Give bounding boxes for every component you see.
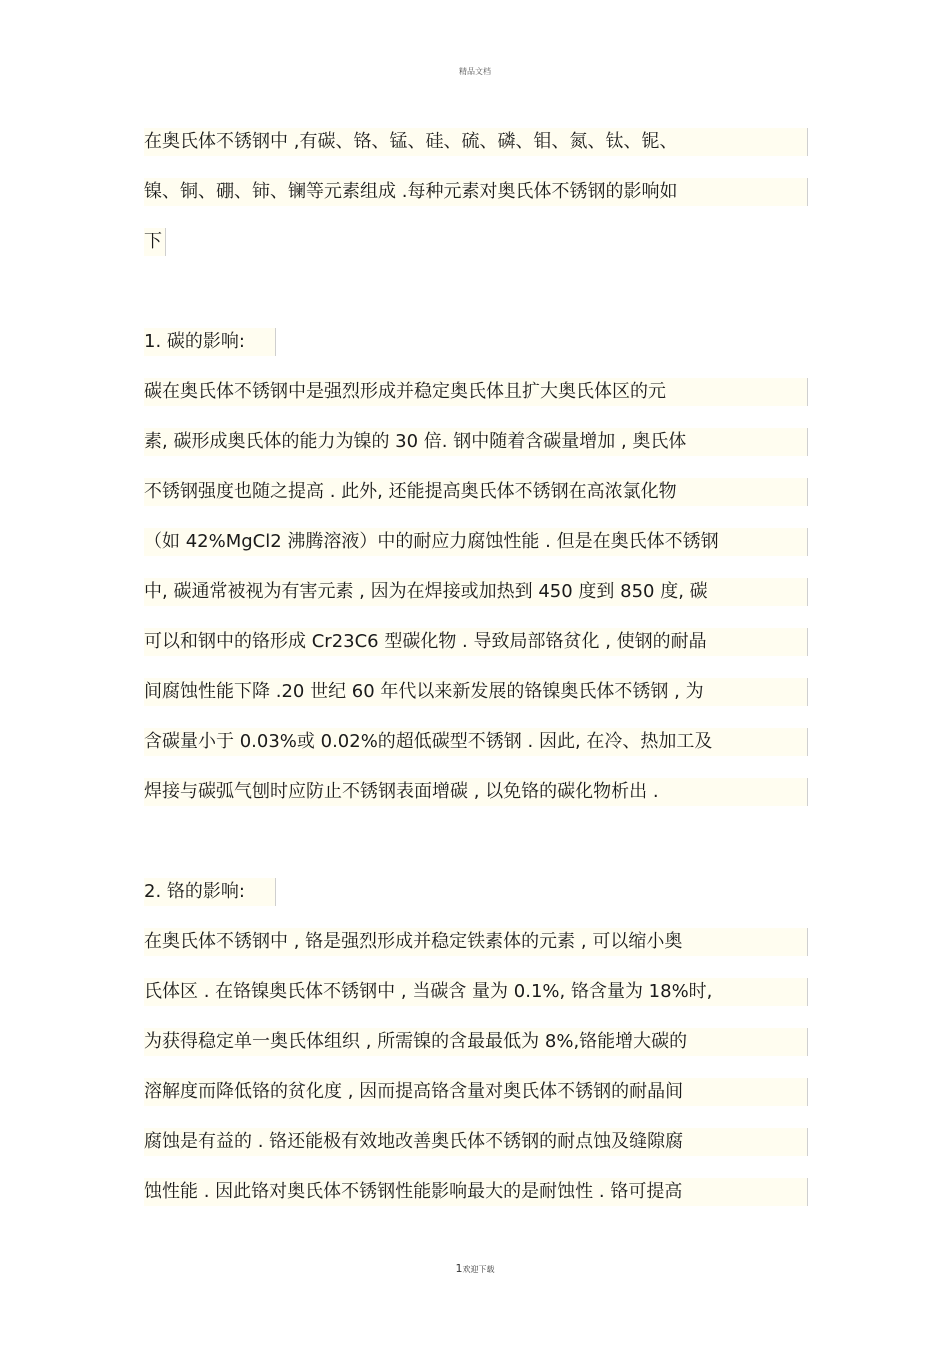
paragraph-line: 溶解度而降低铬的贫化度 , 因而提高铬含量对奥氏体不锈钢的耐晶间	[144, 1078, 808, 1106]
document-body	[144, 128, 808, 1228]
paragraph-line: 镍、铜、硼、铈、镧等元素组成 .每种元素对奥氏体不锈钢的影响如	[144, 178, 808, 206]
page-footer	[0, 1262, 950, 1275]
paragraph-line: 碳在奥氏体不锈钢中是强烈形成并稳定奥氏体且扩大奥氏体区的元	[144, 378, 808, 406]
paragraph-line: 可以和钢中的铬形成 Cr23C6 型碳化物 . 导致局部铬贫化 , 使钢的耐晶	[144, 628, 808, 656]
page-header: 精品文档	[459, 67, 491, 76]
paragraph-line: （如 42%MgCl2 沸腾溶液）中的耐应力腐蚀性能 . 但是在奥氏体不锈钢	[144, 528, 808, 556]
paragraph-line: 间腐蚀性能下降 .20 世纪 60 年代以来新发展的铬镍奥氏体不锈钢 , 为	[144, 678, 808, 706]
paragraph-line: 在奥氏体不锈钢中 ,有碳、铬、锰、硅、硫、磷、钼、氮、钛、铌、	[144, 128, 808, 156]
paragraph-line: 蚀性能 . 因此铬对奥氏体不锈钢性能影响最大的是耐蚀性 . 铬可提高	[144, 1178, 808, 1206]
footer-text: 欢迎下载	[462, 1265, 495, 1274]
paragraph-line: 素, 碳形成奥氏体的能力为镍的 30 倍. 钢中随着含碳量增加 , 奥氏体	[144, 428, 808, 456]
page-number: 1	[455, 1262, 463, 1275]
paragraph-line: 含碳量小于 0.03%或 0.02%的超低碳型不锈钢 . 因此, 在冷、热加工及	[144, 728, 808, 756]
paragraph-line: 下	[144, 228, 166, 256]
section-heading-chromium: 2. 铬的影响:	[144, 878, 276, 906]
paragraph-line: 为获得稳定单一奥氏体组织 , 所需镍的含最最低为 8%,铬能增大碳的	[144, 1028, 808, 1056]
paragraph-line: 不锈钢强度也随之提高 . 此外, 还能提高奥氏体不锈钢在高浓氯化物	[144, 478, 808, 506]
paragraph-line: 氏体区 . 在铬镍奥氏体不锈钢中 , 当碳含 量为 0.1%, 铬含量为 18%时,	[144, 978, 808, 1006]
paragraph-line: 中, 碳通常被视为有害元素 , 因为在焊接或加热到 450 度到 850 度, 碳	[144, 578, 808, 606]
paragraph-line: 在奥氏体不锈钢中 , 铬是强烈形成并稳定铁素体的元素 , 可以缩小奥	[144, 928, 808, 956]
paragraph-line: 焊接与碳弧气刨时应防止不锈钢表面增碳 , 以免铬的碳化物析出 .	[144, 778, 808, 806]
section-heading-carbon: 1. 碳的影响:	[144, 328, 276, 356]
paragraph-line: 腐蚀是有益的 . 铬还能极有效地改善奥氏体不锈钢的耐点蚀及缝隙腐	[144, 1128, 808, 1156]
